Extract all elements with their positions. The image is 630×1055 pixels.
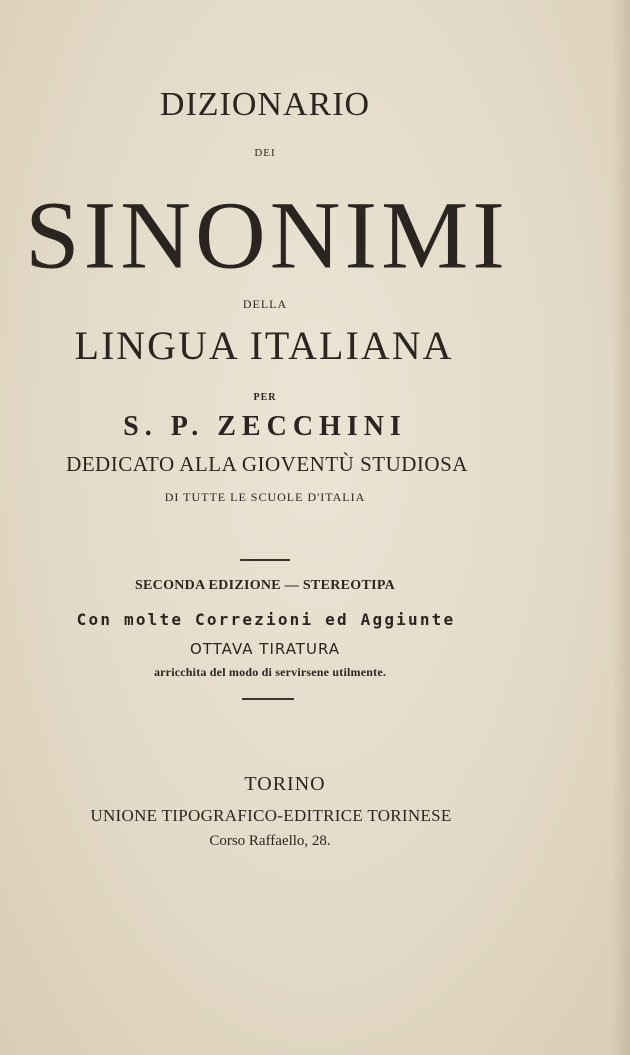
imprint-publisher: UNIONE TIPOGRAFICO-EDITRICE TORINESE xyxy=(90,806,452,825)
title-line-dei: DEI xyxy=(254,147,276,159)
title-line-dizionario: DIZIONARIO xyxy=(159,86,371,123)
divider-rule-bottom xyxy=(242,698,294,700)
imprint-city: TORINO xyxy=(244,773,326,795)
edition-line: SECONDA EDIZIONE — STEREOTIPA xyxy=(134,578,396,593)
divider-rule-top xyxy=(240,559,290,561)
title-line-sinonimi: SINONIMI xyxy=(25,183,509,289)
corrections-line: Con molte Correzioni ed Aggiunte xyxy=(76,610,456,629)
dedication-line: DEDICATO ALLA GIOVENTÙ STUDIOSA xyxy=(66,452,468,476)
imprint-address: Corso Raffaello, 28. xyxy=(209,833,331,849)
title-line-per: PER xyxy=(253,392,277,403)
title-line-lingua-italiana: LINGUA ITALIANA xyxy=(74,323,454,368)
printing-line: OTTAVA TIRATURA xyxy=(189,640,341,658)
dedication-line-2: DI TUTTE LE SCUOLE D'ITALIA xyxy=(164,490,366,504)
enrichment-line: arricchita del modo di servirsene utilmente. xyxy=(153,665,387,679)
page-edge-shadow xyxy=(612,0,630,1055)
title-line-della: DELLA xyxy=(242,297,288,311)
author-name: S. P. ZECCHINI xyxy=(123,411,407,442)
